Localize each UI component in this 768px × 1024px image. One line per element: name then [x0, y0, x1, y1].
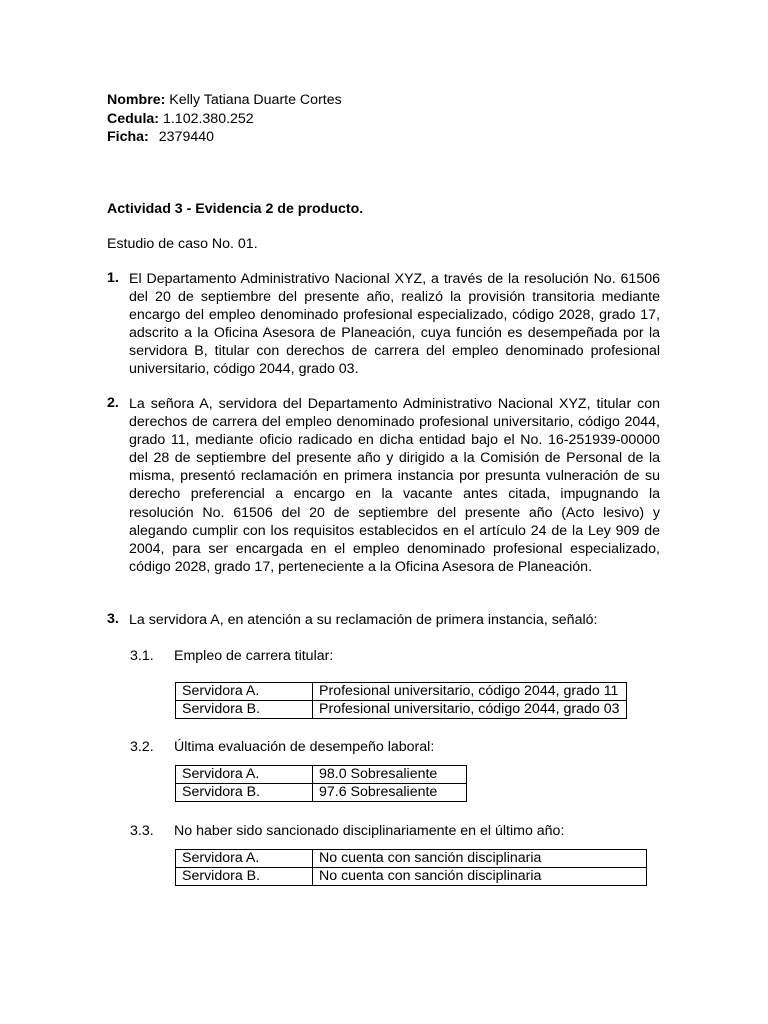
subsection-number: 3.3. — [130, 823, 154, 839]
ficha-line — [107, 128, 342, 147]
subsection-3-3 — [130, 822, 564, 840]
item-2 — [107, 395, 660, 576]
item-text-last: la Oficina Asesora de Planeación. — [379, 558, 593, 575]
table-cell: No cuenta con sanción disciplinaria — [313, 868, 647, 886]
table-cell: Servidora B. — [176, 868, 313, 886]
table-cell: No cuenta con sanción disciplinaria — [313, 850, 647, 868]
item-3 — [107, 611, 660, 629]
table-cell: Profesional universitario, código 2044, grado 11 — [313, 683, 627, 701]
item-number: 3. — [107, 611, 119, 627]
subsection-number: 3.1. — [130, 648, 154, 664]
subsection-number: 3.2. — [130, 739, 154, 755]
cedula-line — [107, 110, 342, 129]
table-row — [176, 850, 647, 868]
table-cell: Servidora B. — [176, 784, 313, 802]
table-row — [176, 766, 467, 784]
cedula-label: Cedula: — [107, 110, 160, 127]
table-row — [176, 784, 467, 802]
cedula-value: 1.102.380.252 — [159, 110, 254, 127]
item-text — [129, 611, 660, 629]
table-cell: Servidora A. — [176, 766, 313, 784]
table-cell: 97.6 Sobresaliente — [313, 784, 467, 802]
item-1 — [107, 270, 660, 379]
table-evaluation — [175, 765, 467, 802]
table-row — [176, 701, 627, 719]
subsection-label: Última evaluación de desempeño laboral: — [174, 739, 435, 755]
ficha-value: 2379440 — [158, 129, 215, 145]
item-text-main: El Departamento Administrativo Nacional XYZ, a través de la resolución No. 61506 del 20 de septiembre del presente año, realizó la provisión transitoria mediante encargo del empleo denominado profesional especializado, código 2028, grado 17, adscrito a la Oficina Asesora de Planeación, cuya función es desempeñada por la servidora B, titular con derechos de carrera del empleo — [129, 271, 660, 360]
item-text-last: denominado profesional universitario, código 2044, grado 03. — [129, 343, 660, 378]
subsection-3-2 — [130, 738, 434, 756]
table-cell: Servidora B. — [176, 701, 313, 719]
table-row — [176, 868, 647, 886]
item-text — [129, 395, 660, 576]
table-cell: Profesional universitario, código 2044, grado 03 — [313, 701, 627, 719]
subsection-label: Empleo de carrera titular: — [174, 648, 334, 664]
table-sanctions — [175, 849, 647, 886]
subsection-3-1 — [130, 647, 333, 665]
ficha-label: Ficha: — [107, 129, 149, 145]
item-text-main: La servidora A, en atención a su reclamación de primera instancia, señaló: — [129, 612, 598, 628]
table-row — [176, 683, 627, 701]
case-label: Estudio de caso No. 01. — [107, 236, 258, 252]
activity-title: Actividad 3 - Evidencia 2 de producto. — [107, 201, 364, 217]
subsection-label: No haber sido sancionado disciplinariamente en el último año: — [174, 823, 565, 839]
name-label: Nombre: — [107, 92, 166, 108]
name-line — [107, 91, 342, 110]
table-employment — [175, 682, 627, 719]
table-cell: Servidora A. — [176, 683, 313, 701]
item-text-main: La señora A, servidora del Departamento Administrativo Nacional XYZ, titular con derechos de carrera del empleo denominado profesional universitario, código 2044, grado 11, mediante oficio radicado en dicha entidad bajo el No. 16-251939-00000 del 28 de septiembre del presente año y dirigido a la Comisión de Personal de la misma, presentó reclamación en primera instancia por presunta vulneración de su derecho preferencial a encargo en la vacante antes citada, impugnando la resolución No. 61506 del 20 de septiembre del presente año (Acto lesivo) y alegando cumplir con los requisitos establecidos en el artículo 24 de la Ley 909 de 2004, para ser encargada en el empleo denominado profesional especializado, código 2028, grado 17, perteneciente a — [129, 396, 660, 575]
table-cell: Servidora A. — [176, 850, 313, 868]
table-cell: 98.0 Sobresaliente — [313, 766, 467, 784]
name-value: Kelly Tatiana Duarte Cortes — [165, 92, 342, 108]
student-info — [107, 91, 342, 147]
item-text — [129, 270, 660, 379]
item-number: 1. — [107, 270, 119, 286]
item-number: 2. — [107, 395, 119, 411]
